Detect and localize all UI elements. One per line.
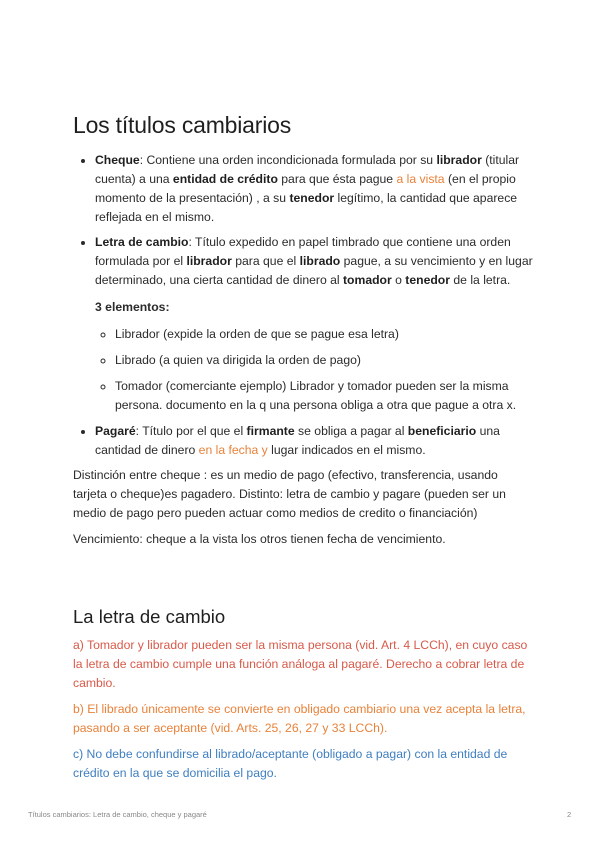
note-b: b) El librado únicamente se convierte en obligado cambiario una vez acepta la letra, pasando a ser aceptante (vid. Arts. 25, 26, 27 y 33 LCCh). [73, 702, 526, 735]
bold-entidad: entidad de crédito [172, 172, 278, 186]
term-pagare: Pagaré [95, 424, 136, 438]
page-number: 2 [567, 810, 572, 819]
text: : Título por el que el [135, 424, 247, 438]
element-item: ◦ Librador (expide la orden de que se pague esa letra) [115, 325, 533, 344]
list-item-pagare [95, 422, 533, 460]
bold-librador: librador [186, 254, 232, 268]
text: (en el propio momento de la presentación) , a su [95, 172, 516, 205]
text: de la letra. [450, 273, 511, 287]
text: una cantidad de dinero [95, 424, 500, 457]
text: : Contiene una orden incondicionada formulada por su [139, 153, 437, 167]
section-titulos [73, 112, 533, 556]
elements-list [95, 325, 533, 415]
text: o [391, 273, 406, 287]
text: pague, a su vencimiento y en lugar determinado, una cierta cantidad de dinero al [95, 254, 533, 287]
text: lugar indicados en el mismo. [267, 443, 426, 457]
list-item-letra [95, 233, 533, 415]
highlight-a-la-vista: a la vista [396, 172, 445, 186]
text: para que el [231, 254, 300, 268]
list-item-cheque [95, 151, 533, 227]
vencimiento-paragraph: Vencimiento: cheque a la vista los otros tienen fecha de vencimiento. [73, 532, 446, 546]
term-cheque: Cheque [95, 153, 140, 167]
bold-tenedor: tenedor [289, 191, 335, 205]
text: : Título expedido en papel timbrado que contiene una orden formulada por el [95, 235, 511, 268]
element-item: ◦ Tomador (comerciante ejemplo) Librador y tomador pueden ser la misma persona. documento en la q una persona obliga a otra que pague a otra x. [115, 377, 533, 415]
text: para que ésta pague [277, 172, 397, 186]
distincion-paragraph: Distinción entre cheque : es un medio de pago (efectivo, transferencia, usando tarjeta o cheque)es pagadero. Distinto: letra de cambio y pagare (pueden ser un medio de pago pero pueden actuar como medios de credito o financiación) [73, 468, 506, 520]
text: (titular cuenta) a una [95, 153, 520, 186]
bold-librado: librado [299, 254, 341, 268]
bold-tenedor: tenedor [405, 273, 450, 287]
term-letra: Letra de cambio [95, 235, 189, 249]
note-c: c) No debe confundirse al librado/aceptante (obligado a pagar) con la entidad de crédito en la que se domicilia el pago. [73, 747, 508, 780]
highlight-fecha: en la fecha y [198, 443, 268, 457]
bold-firmante: firmante [246, 424, 295, 438]
bold-tomador: tomador [342, 273, 392, 287]
titulos-list [73, 151, 533, 460]
text: se obliga a pagar al [294, 424, 408, 438]
text: legítimo, la cantidad que aparece reflejada en el mismo. [95, 191, 518, 224]
footer-title: Títulos cambiarios: Letra de cambio, cheque y pagaré [28, 810, 207, 819]
element-item: ◦ Librado (a quien va dirigida la orden de pago) [115, 351, 533, 370]
page-title: Los títulos cambiarios [73, 112, 292, 138]
section-title: La letra de cambio [73, 606, 226, 627]
bold-librador: librador [436, 153, 482, 167]
note-a: a) Tomador y librador pueden ser la misma persona (vid. Art. 4 LCCh), en cuyo caso la letra de cambio cumple una función análoga al pagaré. Derecho a cobrar letra de cambio. [73, 638, 528, 690]
section-letra-de-cambio [73, 606, 533, 790]
elements-heading: 3 elementos: [95, 300, 170, 314]
bold-beneficiario: beneficiario [407, 424, 477, 438]
